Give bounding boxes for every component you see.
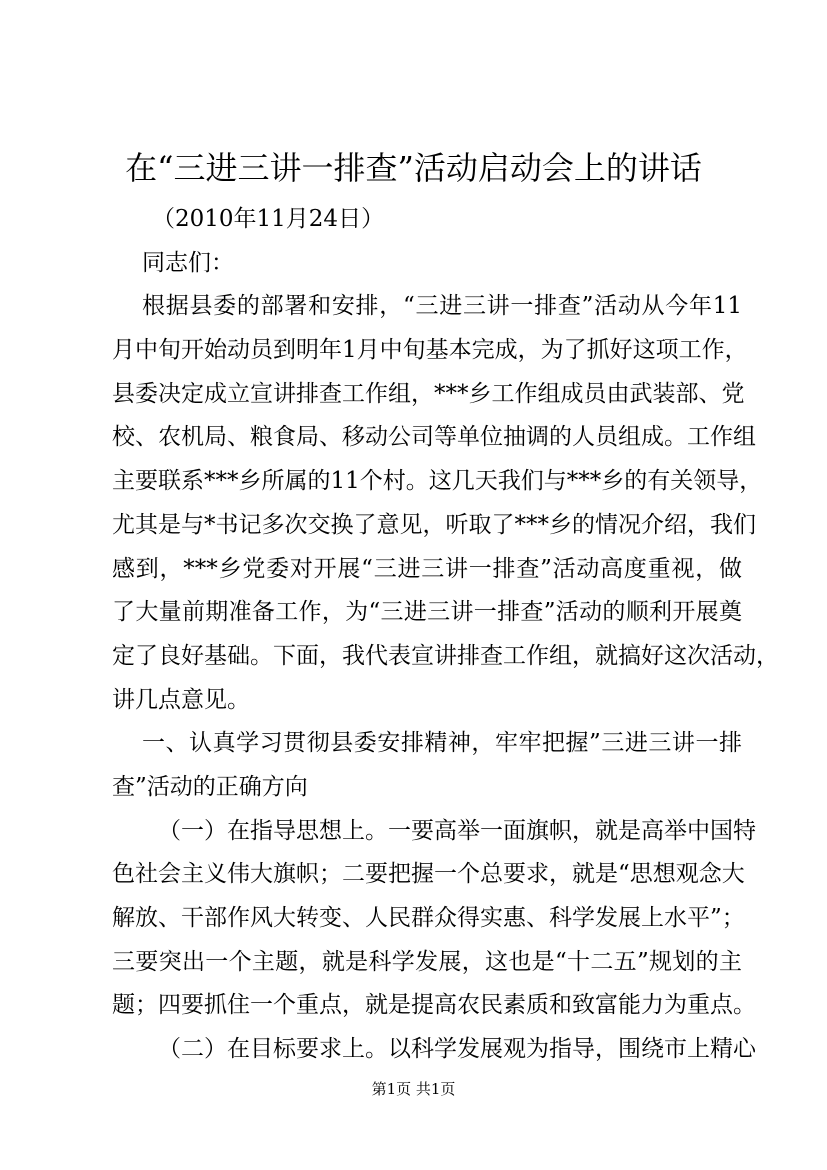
paragraph-line: 解放、干部作风大转变、人民群众得实惠、科学发展上水平”； — [112, 905, 745, 931]
page-number-footer: 第1页 共1页 — [371, 1080, 456, 1098]
paragraph-line: （一）在指导思想上。一要高举一面旗帜，就是高举中国特 — [158, 817, 756, 844]
speech-date: （2010年11月24日） — [152, 206, 385, 232]
paragraph-line: （二）在目标要求上。以科学发展观为指导，围绕市上精心 — [158, 1036, 756, 1063]
paragraph-line: 根据县委的部署和安排，“三进三讲一排查”活动从今年11 — [142, 293, 742, 320]
paragraph-line: 题；四要抓住一个重点，就是提高农民素质和致富能力为重点。 — [112, 992, 756, 1019]
paragraph-goals — [112, 1028, 756, 1072]
page-title: 在“三进三讲一排查”活动启动会上的讲话 — [125, 149, 702, 187]
paragraph-line: 县委决定成立宣讲排查工作组，***乡工作组成员由武装部、党 — [112, 380, 745, 407]
section-heading-1 — [112, 722, 742, 809]
paragraph-line: 月中旬开始动员到明年1月中旬基本完成，为了抓好这项工作， — [112, 337, 748, 364]
heading-line: 查”活动的正确方向 — [112, 773, 308, 800]
document-body — [112, 198, 779, 1072]
paragraph-line: 三要突出一个主题，就是科学发展，这也是“十二五”规划的主 — [112, 948, 742, 975]
salutation: 同志们： — [142, 249, 234, 276]
paragraph-intro — [112, 285, 779, 722]
paragraph-line: 尤其是与*书记多次交换了意见，听取了***乡的情况介绍，我们 — [112, 511, 756, 538]
paragraph-line: 主要联系***乡所属的11个村。这几天我们与***乡的有关领导， — [112, 468, 763, 495]
paragraph-line: 校、农机局、粮食局、移动公司等单位抽调的人员组成。工作组 — [112, 424, 756, 451]
paragraph-line: 讲几点意见。 — [112, 686, 250, 713]
paragraph-line: 感到，***乡党委对开展“三进三讲一排查”活动高度重视，做 — [112, 555, 742, 582]
paragraph-line: 色社会主义伟大旗帜；二要把握一个总要求，就是“思想观念大 — [112, 861, 745, 888]
paragraph-line: 定了良好基础。下面，我代表宣讲排查工作组，就搞好这次活动， — [112, 642, 779, 669]
paragraph-guiding-thought — [112, 810, 756, 1028]
heading-line: 一、认真学习贯彻县委安排精神，牢牢把握”三进三讲一排 — [142, 730, 742, 757]
paragraph-line: 了大量前期准备工作，为“三进三讲一排查”活动的顺利开展奠 — [112, 599, 742, 626]
